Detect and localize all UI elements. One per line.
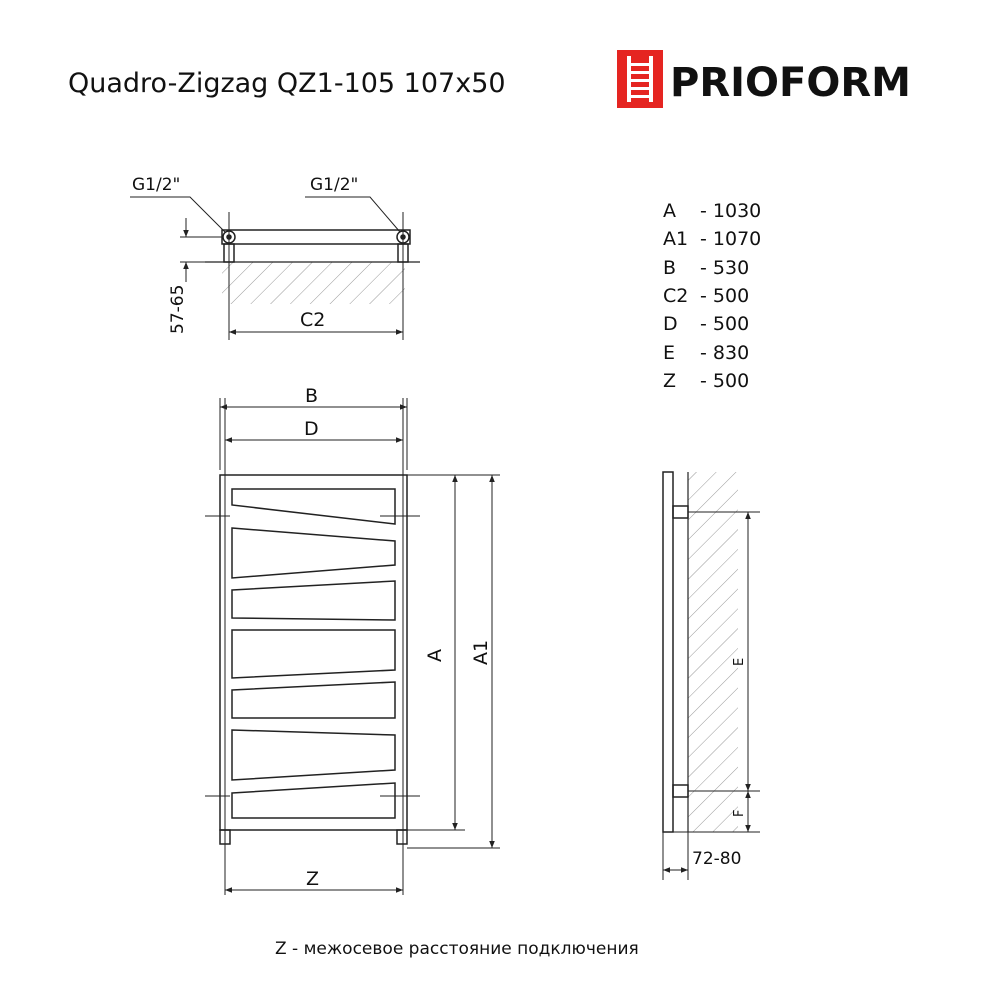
zigzag-panel: [232, 581, 395, 620]
b-label: B: [305, 385, 319, 407]
side-view: [663, 472, 760, 880]
zigzag-panel: [232, 528, 395, 578]
z-label: Z: [306, 868, 320, 890]
f-label: F: [732, 809, 747, 817]
spec-value: - 1030: [700, 200, 762, 222]
zigzag-panel: [232, 682, 395, 718]
spec-list: [663, 200, 761, 392]
zigzag-panel: [232, 783, 395, 818]
spec-value: - 830: [700, 342, 750, 364]
spec-value: - 530: [700, 257, 750, 279]
spec-key: A1: [663, 228, 689, 250]
brand-name: PRIOFORM: [670, 60, 911, 106]
spec-value: - 500: [700, 285, 750, 307]
depth-label-top: 57-65: [168, 284, 188, 334]
a1-label: A1: [470, 639, 492, 665]
e-label: E: [732, 657, 747, 666]
spec-value: - 500: [700, 370, 750, 392]
footnote: Z - межосевое расстояние подключения: [275, 939, 639, 959]
prioform-logo: [617, 50, 911, 108]
spec-key: C2: [663, 285, 689, 307]
a-label: A: [424, 649, 446, 662]
zigzag-panel: [232, 730, 395, 780]
spec-key: E: [663, 342, 676, 364]
radiator-frame: [220, 475, 407, 830]
zigzag-panel: [232, 489, 395, 524]
spec-value: - 500: [700, 313, 750, 335]
spec-key: Z: [663, 370, 677, 392]
thread-label-left: G1/2": [132, 175, 181, 195]
side-depth-label: 72-80: [692, 849, 742, 869]
radiator-side: [663, 472, 673, 832]
c2-label: C2: [300, 309, 326, 331]
page-title: Quadro-Zigzag QZ1-105 107x50: [68, 68, 506, 99]
front-view: [205, 398, 500, 895]
thread-label-right: G1/2": [310, 175, 359, 195]
spec-key: D: [663, 313, 678, 335]
spec-value: - 1070: [700, 228, 762, 250]
spec-key: B: [663, 257, 677, 279]
zigzag-panel: [232, 630, 395, 678]
d-label: D: [304, 418, 319, 440]
spec-key: A: [663, 200, 676, 222]
